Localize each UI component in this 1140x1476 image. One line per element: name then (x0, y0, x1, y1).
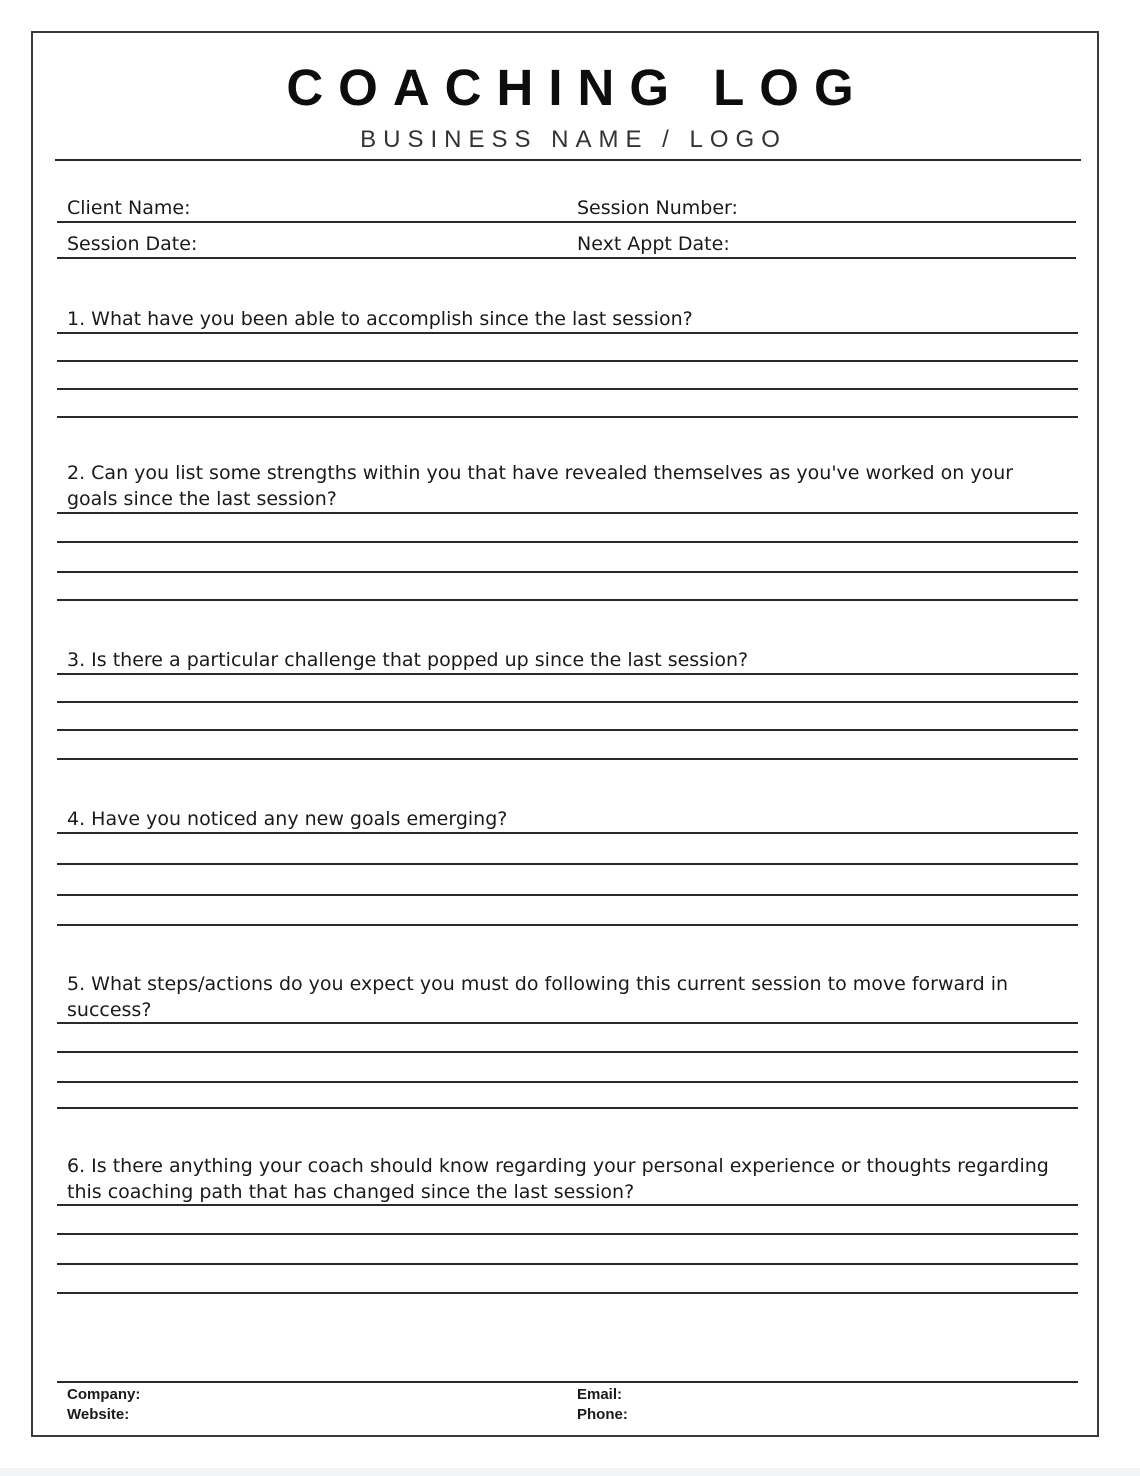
answer-line[interactable] (57, 1107, 1078, 1109)
answer-line[interactable] (57, 541, 1078, 543)
answer-line[interactable] (57, 332, 1078, 334)
answer-line[interactable] (57, 1081, 1078, 1083)
answer-line[interactable] (57, 701, 1078, 703)
answer-line[interactable] (57, 416, 1078, 418)
question-3: 3. Is there a particular challenge that popped up since the last session? (67, 649, 749, 671)
answer-line[interactable] (57, 863, 1078, 865)
answer-line[interactable] (57, 599, 1078, 601)
question-2: 2. Can you list some strengths within you that have revealed themselves as you've worked on your goals since the last session? (67, 462, 1014, 510)
session-date-label: Session Date: (67, 233, 198, 255)
answer-line[interactable] (57, 729, 1078, 731)
question-4: 4. Have you noticed any new goals emerging? (67, 808, 508, 830)
page-title: COACHING LOG (286, 59, 869, 116)
header-divider (55, 159, 1081, 161)
answer-line[interactable] (57, 571, 1078, 573)
answer-line[interactable] (57, 758, 1078, 760)
footer-company: Company: (67, 1386, 141, 1403)
answer-line[interactable] (57, 1233, 1078, 1235)
answer-line[interactable] (57, 832, 1078, 834)
answer-line[interactable] (57, 1022, 1078, 1024)
answer-line[interactable] (57, 1051, 1078, 1053)
client-row-line[interactable] (57, 221, 1076, 223)
answer-line[interactable] (57, 388, 1078, 390)
answer-line[interactable] (57, 360, 1078, 362)
next-appt-date-label: Next Appt Date: (577, 233, 730, 255)
footer-phone: Phone: (577, 1406, 628, 1423)
session-row-line[interactable] (57, 257, 1076, 259)
answer-line[interactable] (57, 673, 1078, 675)
answer-line[interactable] (57, 894, 1078, 896)
question-5: 5. What steps/actions do you expect you must do following this current session to move forward in success? (67, 973, 1009, 1021)
footer-divider (57, 1381, 1078, 1383)
answer-line[interactable] (57, 1263, 1078, 1265)
footer-email: Email: (577, 1386, 623, 1403)
session-number-label: Session Number: (577, 197, 738, 219)
question-6: 6. Is there anything your coach should know regarding your personal experience or thoughts regarding this coaching path that has changed since the last session? (67, 1155, 1049, 1203)
question-1: 1. What have you been able to accomplish since the last session? (67, 308, 693, 330)
client-name-label: Client Name: (67, 197, 191, 219)
business-name-logo: BUSINESS NAME / LOGO (360, 126, 787, 153)
answer-line[interactable] (57, 1292, 1078, 1294)
answer-line[interactable] (57, 512, 1078, 514)
footer-website: Website: (67, 1406, 130, 1423)
answer-line[interactable] (57, 924, 1078, 926)
answer-line[interactable] (57, 1204, 1078, 1206)
